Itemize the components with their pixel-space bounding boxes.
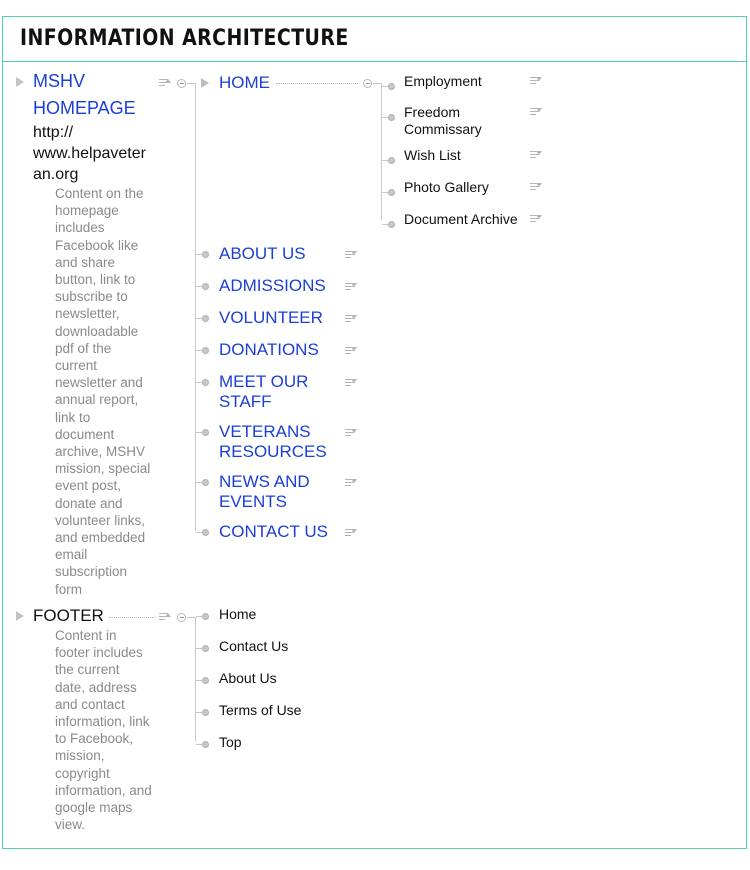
footer-link-item[interactable]: Home xyxy=(219,606,257,622)
node-dot-icon xyxy=(388,221,395,228)
notes-expand-icon[interactable] xyxy=(530,183,542,192)
homepage-description-line: subscribe to xyxy=(55,289,128,305)
node-dot-icon xyxy=(388,83,395,90)
homepage-description-line: homepage xyxy=(55,203,119,219)
home-child-item[interactable]: Freedom Commissary xyxy=(404,104,482,137)
homepage-description-line: subscription xyxy=(55,564,128,580)
expand-triangle-icon[interactable] xyxy=(16,77,24,87)
homepage-description-line: email xyxy=(55,547,88,563)
node-dot-icon xyxy=(202,529,209,536)
homepage-url-line3: an.org xyxy=(33,166,79,183)
dotted-connector xyxy=(109,617,155,618)
notes-collapse-icon[interactable] xyxy=(159,79,171,88)
footer-link-item[interactable]: About Us xyxy=(219,670,277,686)
footer-link-item[interactable]: Top xyxy=(219,734,242,750)
node-dot-icon xyxy=(388,157,395,164)
homepage-description-line: event post, xyxy=(55,478,122,494)
footer-description-line: google maps xyxy=(55,800,133,816)
homepage-description-line: archive, MSHV xyxy=(55,444,146,460)
footer-collapse-minus-icon[interactable] xyxy=(177,613,186,622)
footer-notes-icon[interactable] xyxy=(159,613,171,622)
homepage-description-line: document xyxy=(55,426,115,442)
connector-line xyxy=(187,617,195,618)
home-child-item[interactable]: Photo Gallery xyxy=(404,179,489,195)
home-collapse-minus-icon[interactable] xyxy=(363,79,372,88)
node-dot-icon xyxy=(388,189,395,196)
footer-expand-triangle-icon[interactable] xyxy=(16,611,24,621)
home-child-item[interactable]: Document Archive xyxy=(404,211,518,227)
homepage-description-line: and share xyxy=(55,254,116,270)
node-dot-icon xyxy=(202,677,209,684)
node-dot-icon xyxy=(202,741,209,748)
notes-expand-icon[interactable] xyxy=(530,215,542,224)
nav-item[interactable]: CONTACT US xyxy=(219,522,328,541)
homepage-description-line: button, link to xyxy=(55,272,136,288)
notes-expand-icon[interactable] xyxy=(345,347,357,356)
footer-link-item[interactable]: Contact Us xyxy=(219,638,289,654)
node-dot-icon xyxy=(202,379,209,386)
home-expand-triangle-icon[interactable] xyxy=(201,78,209,88)
notes-expand-icon[interactable] xyxy=(345,251,357,260)
node-dot-icon xyxy=(202,613,209,620)
notes-expand-icon[interactable] xyxy=(530,77,542,86)
homepage-title-line2[interactable]: HOMEPAGE xyxy=(33,98,136,118)
homepage-description-line: downloadable xyxy=(55,323,139,339)
nav-item[interactable]: DONATIONS xyxy=(219,340,319,359)
homepage-description-line: current xyxy=(55,358,98,374)
homepage-url-line1: http:// xyxy=(33,124,74,141)
notes-expand-icon[interactable] xyxy=(345,429,357,438)
nav-item[interactable]: VOLUNTEER xyxy=(219,308,323,327)
dotted-connector xyxy=(276,83,358,84)
home-child-item[interactable]: Employment xyxy=(404,73,482,89)
homepage-description xyxy=(55,185,150,598)
notes-expand-icon[interactable] xyxy=(345,479,357,488)
footer-description-line: date, address xyxy=(55,679,137,695)
nav-item[interactable]: MEET OUR STAFF xyxy=(219,372,309,411)
footer-description-line: mission, xyxy=(55,748,105,764)
nav-item[interactable]: VETERANS RESOURCES xyxy=(219,422,327,461)
homepage-description-line: newsletter, xyxy=(55,306,120,322)
node-dot-icon xyxy=(202,479,209,486)
footer-description-line: and contact xyxy=(55,696,125,712)
nav-item[interactable]: NEWS AND EVENTS xyxy=(219,472,310,511)
footer-trunk-line xyxy=(195,617,196,741)
notes-expand-icon[interactable] xyxy=(530,108,542,117)
footer-description-line: to Facebook, xyxy=(55,731,134,747)
home-child-item[interactable]: Wish List xyxy=(404,147,461,163)
node-dot-icon xyxy=(202,645,209,652)
homepage-url-line2: www.helpaveter xyxy=(33,145,146,162)
nav-item[interactable]: ADMISSIONS xyxy=(219,276,326,295)
homepage-description-line: includes xyxy=(55,220,105,236)
footer-description-line: footer includes xyxy=(55,645,143,661)
homepage-title-line1[interactable]: MSHV xyxy=(33,71,86,91)
footer-description-line: Content in xyxy=(55,628,117,643)
homepage-description-line: link to xyxy=(55,409,91,425)
homepage-description-line: newsletter and xyxy=(55,375,143,391)
collapse-minus-icon[interactable] xyxy=(177,79,186,88)
notes-expand-icon[interactable] xyxy=(530,151,542,160)
nav-item-home[interactable]: HOME xyxy=(219,73,270,92)
node-dot-icon xyxy=(202,709,209,716)
node-dot-icon xyxy=(202,347,209,354)
homepage-description-line: donate and xyxy=(55,495,123,511)
homepage-description-line: and embedded xyxy=(55,530,146,546)
title-bar xyxy=(3,17,746,62)
node-dot-icon xyxy=(202,429,209,436)
footer-description xyxy=(55,627,152,833)
homepage-description-line: annual report, xyxy=(55,392,139,408)
connector-line xyxy=(373,83,381,84)
nav-item[interactable]: ABOUT US xyxy=(219,244,306,263)
footer-description-line: information, link xyxy=(55,714,150,730)
footer-description-line: copyright xyxy=(55,765,110,781)
homepage-description-line: form xyxy=(55,581,82,597)
homepage-description-line: pdf of the xyxy=(55,340,112,356)
footer-description-line: view. xyxy=(55,817,86,833)
page-title: INFORMATION ARCHITECTURE xyxy=(20,26,349,51)
home-children-trunk-line xyxy=(381,83,382,220)
notes-expand-icon[interactable] xyxy=(345,529,357,538)
homepage-description-line: volunteer links, xyxy=(55,512,146,528)
notes-expand-icon[interactable] xyxy=(345,379,357,388)
footer-title[interactable]: FOOTER xyxy=(33,606,104,625)
main-nav-trunk-line xyxy=(195,83,196,531)
homepage-description-line: mission, special xyxy=(55,461,151,477)
footer-link-item[interactable]: Terms of Use xyxy=(219,702,302,718)
notes-expand-icon[interactable] xyxy=(345,315,357,324)
footer-description-line: the current xyxy=(55,662,120,678)
homepage-description-line: Facebook like xyxy=(55,237,139,253)
node-dot-icon xyxy=(388,114,395,121)
node-dot-icon xyxy=(202,251,209,258)
homepage-description-line: Content on the xyxy=(55,186,144,201)
node-dot-icon xyxy=(202,283,209,290)
notes-expand-icon[interactable] xyxy=(345,283,357,292)
node-dot-icon xyxy=(202,315,209,322)
footer-description-line: information, and xyxy=(55,782,152,798)
connector-line xyxy=(187,83,195,84)
